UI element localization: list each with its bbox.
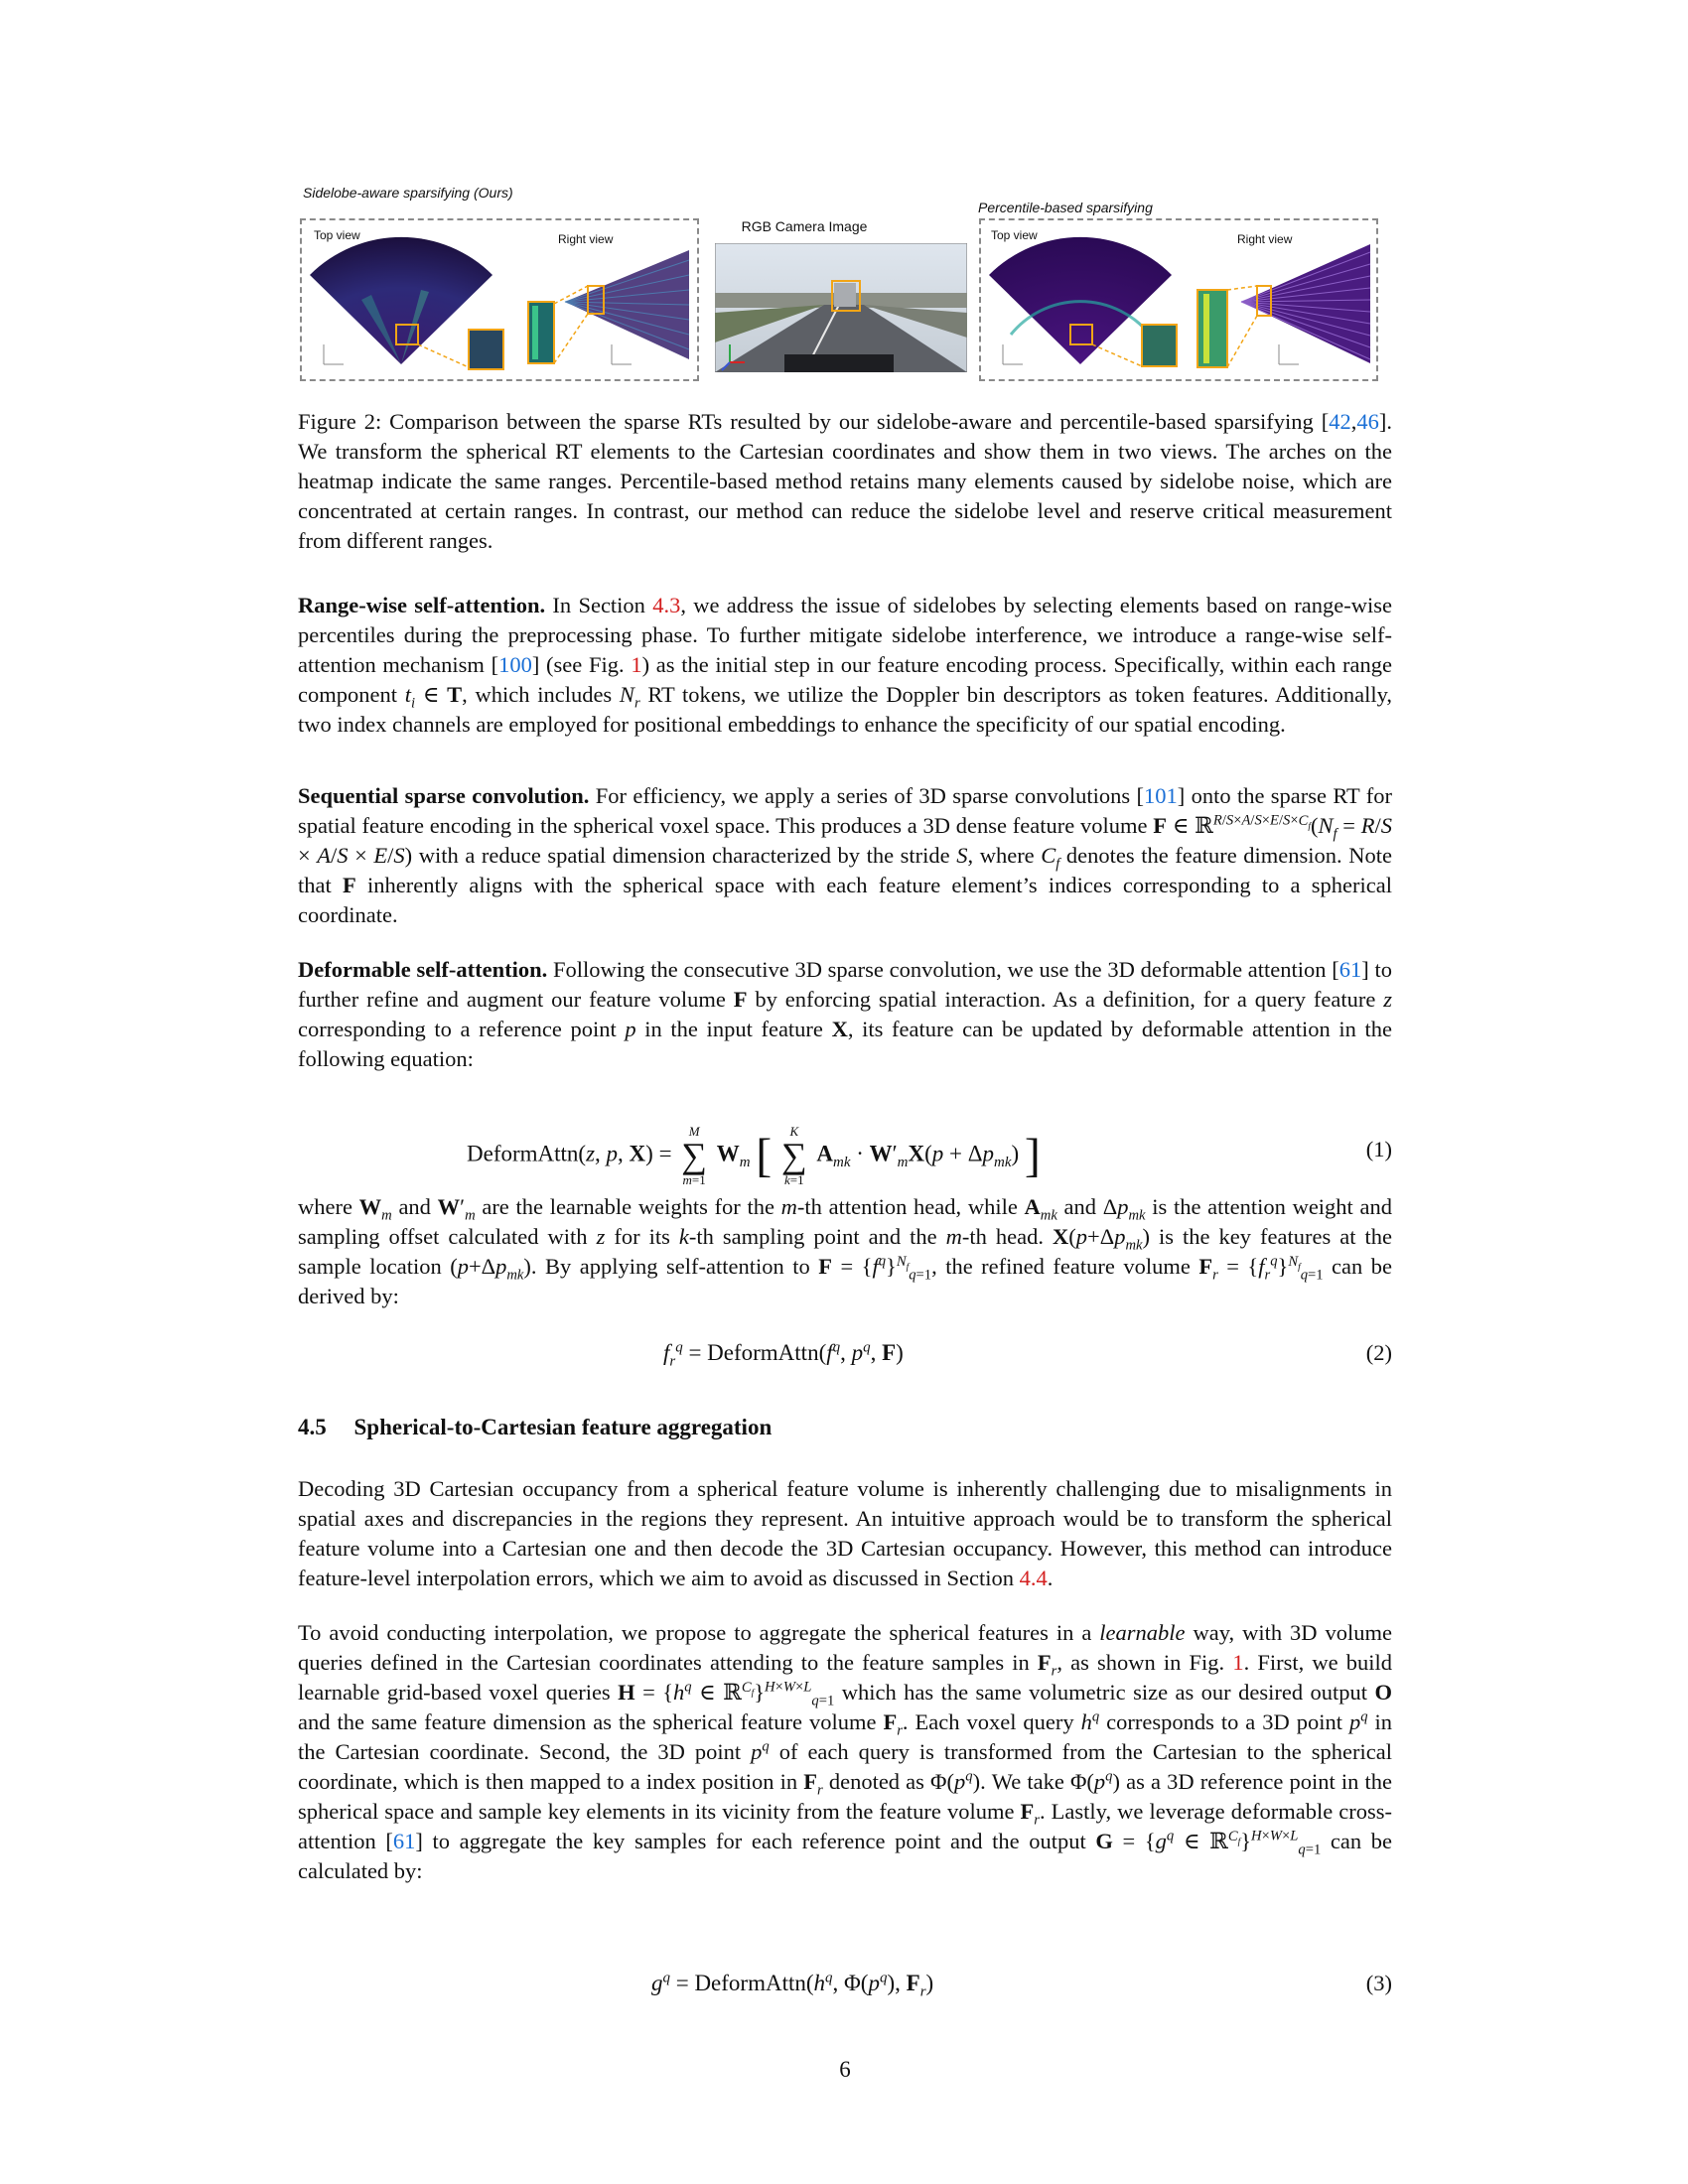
- right-panel-title: Percentile-based sparsifying: [978, 200, 1153, 215]
- rgb-camera-image: [715, 243, 967, 372]
- citation-link[interactable]: 61: [1338, 957, 1362, 982]
- section-title: Spherical-to-Cartesian feature aggregation: [353, 1415, 773, 1439]
- paragraph-range-wise: Range-wise self-attention. In Section 4.3, we address the issue of sidelobes by selecting elements based on range-wise percentiles during the preprocessing phase. To further mitigate sidelobe interference, we introduce a range-wise self-attention mechanism [100] (see Fig. 1) as the initial step in our feature encoding process. Specifically, within each range component $t_i$ ∈ T, which includes $N_r$ RT tokens, we utilize the Doppler bin descriptors as token features. Additionally, two index channels are employed for positional embeddings to enhance the specificity of our spatial encoding.: [298, 593, 1393, 737]
- figure-link[interactable]: 1: [631, 652, 642, 677]
- equation-2: $f_r^q$ = $DeformAttn(f^q$, $p^q$, F) (2): [663, 1339, 1392, 1370]
- citation-link[interactable]: 100: [498, 652, 532, 677]
- section-heading: [298, 1415, 772, 1440]
- equation-1: DeformAttn(z, p, X) = M ∑ m=1 $W_m$ [ K ∑ k=1 $A_{mk} \cdot W'_mX(p + \Delta p_{mk})$ ] (1): [467, 1124, 1392, 1187]
- equation-number: (3): [1365, 1971, 1392, 1995]
- top-view-label-right: Top view: [991, 228, 1038, 242]
- paragraph-heading: Sequential sparse convolution.: [298, 783, 590, 808]
- top-view-label: Top view: [314, 228, 360, 242]
- emphasis-learnable: learnable: [1099, 1620, 1186, 1645]
- left-radar-visualization: [302, 220, 697, 379]
- section-link[interactable]: 4.3: [652, 593, 681, 617]
- figure-2: [298, 185, 1392, 397]
- right-panel: [979, 218, 1378, 381]
- equation-number: (1): [1365, 1137, 1392, 1161]
- paragraph-where: where $W_m$ and $W'_m$ are the learnable weights for the m-th attention head, while $A_{mk}$ and $\Delta p_{mk}$ is the attention weight and sampling offset calculated with z for its k-th sampling point and the m-th head. $X(p+\Delta p_{mk})$ is the key features at the sample location $(p+\Delta p_{mk})$. By applying self-attention to $F = \{f^q\}^{N_f}_{q=1}$, the refined feature volume $F_r = \{f_r^q\}^{N_f}_{q=1}$ can be derived by:: [298, 1194, 1393, 1308]
- paragraph-heading: Deformable self-attention.: [298, 957, 548, 982]
- paragraph-deformable: Deformable self-attention. Following the consecutive 3D sparse convolution, we use the 3D deformable attention [61] to further refine and augment our feature volume F by enforcing spatial interaction. As a definition, for a query feature z corresponding to a reference point p in the input feature X, its feature can be updated by deformable attention in the following equation:: [298, 957, 1392, 1071]
- left-panel: [300, 218, 699, 381]
- citation-link[interactable]: 101: [1143, 783, 1178, 808]
- figure-caption: Figure 2: Comparison between the sparse RTs resulted by our sidelobe-aware and percentile-based sparsifying [42,46]. We transform the spherical RT elements to the Cartesian coordinates and show them in two views. The arches on the heatmap indicate the same ranges. Percentile-based method retains many elements caused by sidelobe noise, which are concentrated at certain ranges. In contrast, our method can reduce the sidelobe level and reserve critical measurement from different ranges.: [298, 409, 1393, 553]
- paragraph-sparse-conv: Sequential sparse convolution. For efficiency, we apply a series of 3D sparse convolutions [101] onto the sparse RT for spatial feature encoding in the spherical voxel space. This produces a 3D dense feature volume F ∈ $ℝ^{R/S\times A/S\times E/S\times C_f}(N_f = R/S \times A/S \times E/S)$ with a reduce spatial dimension characterized by the stride S, where $C_f$ denotes the feature dimension. Note that F inherently aligns with the spherical space with each feature element’s indices corresponding to a spherical coordinate.: [298, 783, 1392, 927]
- left-panel-title: Sidelobe-aware sparsifying (Ours): [303, 185, 513, 201]
- right-view-label: Right view: [558, 232, 614, 246]
- page-number: 6: [839, 2057, 851, 2082]
- citation-link[interactable]: 46: [1356, 409, 1379, 434]
- paragraph-interpolation: To avoid conducting interpolation, we propose to aggregate the spherical features in a learnable way, with 3D volume queries defined in the Cartesian coordinates attending to the feature samples in $F_r$, as shown in Fig. 1. First, we build learnable grid-based voxel queries $H = \{h^q$ ∈ ℝ$^{C_f}$}$^{H\times W\times L}_{q=1}$ which has the same volumetric size as our desired output O and the same feature dimension as the spherical feature volume $F_r$. Each voxel query $h^q$ corresponds to a 3D point $p^q$ in the Cartesian coordinate. Second, the 3D point $p^q$ of each query is transformed from the Cartesian to the spherical coordinate, which is then mapped to a index position in $F_r$ denoted as $\Phi(p^q)$. We take $\Phi(p^q)$ as a 3D reference point in the spherical space and sample key elements in its vicinity from the feature volume $F_r$. Lastly, we leverage deformable cross-attention [61] to aggregate the key samples for each reference point and the output $G = \{g^q$ ∈ ℝ$^{C_f}$}$^{H\times W\times L}_{q=1}$ can be calculated by:: [298, 1620, 1392, 1883]
- citation-link[interactable]: 61: [392, 1829, 416, 1853]
- paragraph-heading: Range-wise self-attention.: [298, 593, 546, 617]
- camera-title: RGB Camera Image: [741, 218, 868, 234]
- equation-number: (2): [1365, 1340, 1392, 1365]
- equation-3: $g^q$ = $DeformAttn(h^q$, $\Phi(p^q)$, $F_r$) (3): [651, 1970, 1392, 2000]
- section-number: 4.5: [298, 1415, 327, 1439]
- caption-label: Figure 2:: [298, 409, 382, 434]
- paragraph-decoding: Decoding 3D Cartesian occupancy from a spherical feature volume is inherently challenging due to misalignments in spatial axes and discrepancies in the regions they represent. An intuitive approach would be to transform the spherical feature volume into a Cartesian one and then decode the 3D Cartesian occupancy. However, this method can introduce feature-level interpolation errors, which we aim to avoid as discussed in Section 4.4.: [298, 1476, 1392, 1590]
- right-view-label-right: Right view: [1237, 232, 1293, 246]
- right-radar-visualization: [981, 220, 1376, 379]
- section-link[interactable]: 4.4: [1019, 1566, 1048, 1590]
- figure-link[interactable]: 1: [1232, 1650, 1244, 1675]
- citation-link[interactable]: 42: [1329, 409, 1351, 434]
